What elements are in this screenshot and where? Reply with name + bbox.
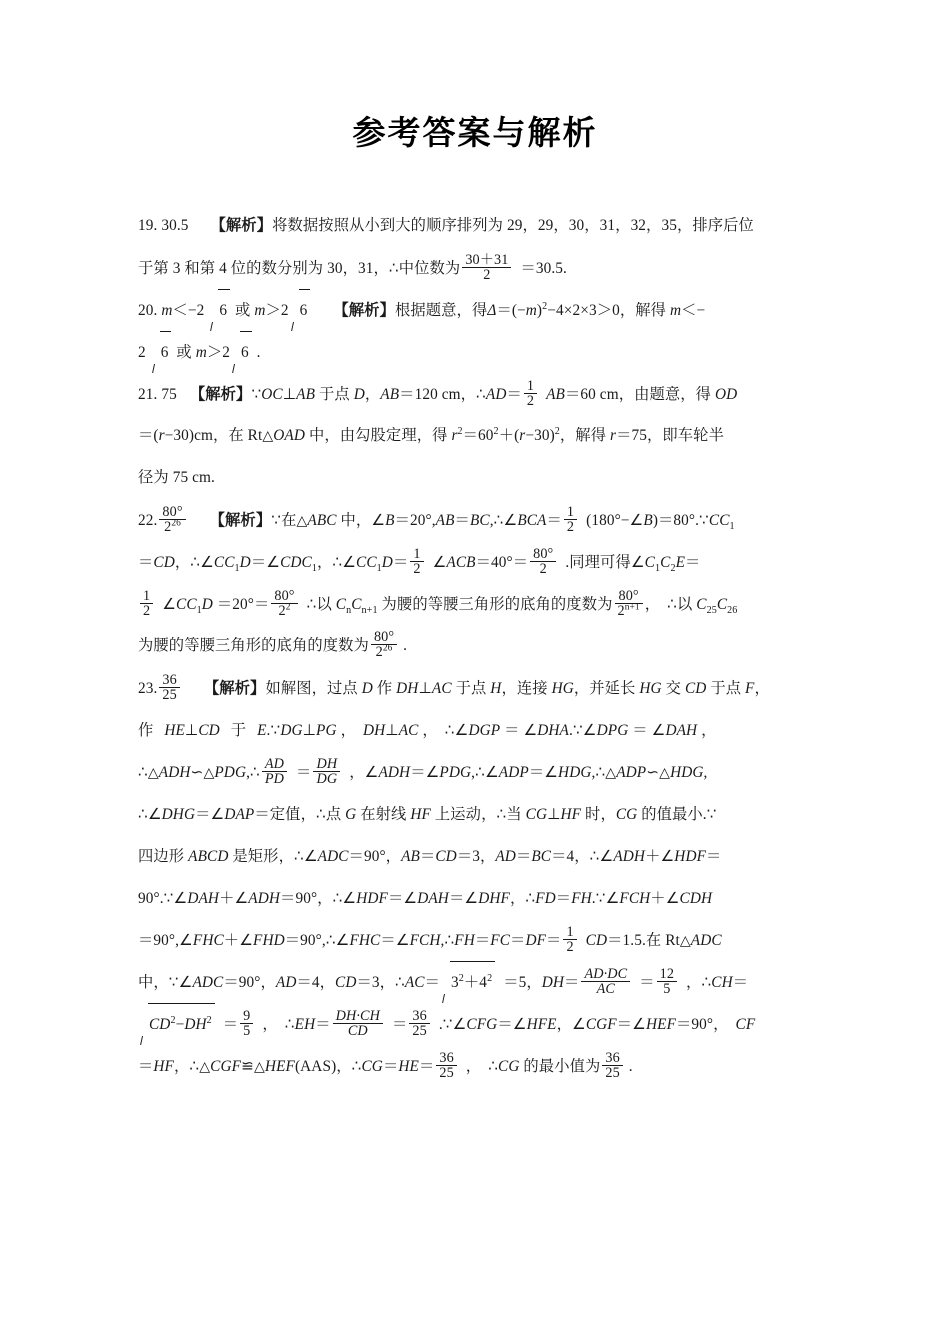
answer-22-line-1: 22. $\frac{80^\circ}{2^{26}}$ 【解析】∵在△ABC 中，∠B＝20°,AB＝BC,∴∠BCA＝ $\frac{1}{2}$ $(180^\circ-\angle B)=80^\circ.\because CC_1$ [138, 503, 735, 536]
answer-22-line-4: 为腰的等腰三角形的底角的度数为 $\frac{80^\circ}{2^{26}}$ . [138, 628, 408, 661]
answer-23-line-1: 23. $\frac{36}{25}$ 【解析】如解图，过点 D 作 DH⊥AC 于点 H，连接 HG，并延长 HG 交 CD 于点 F， [138, 671, 770, 704]
answer-23-line-10: ＝HF，∴△CGF≌△HEF(AAS)，∴CG＝HE＝ $\frac{36}{25}$ ， ∴CG 的最小值为 $\frac{36}{25}$ . [138, 1049, 633, 1082]
answer-21-line-1: 21. 75 【解析】∵OC⊥AB 于点 D，AB＝120 cm，∴AD＝ $\frac{1}{2}$ AB＝60 cm，由题意，得 OD [138, 377, 738, 410]
answer-23-line-6: 90°.∵∠DAH＋∠ADH＝90°，∴∠HDF＝∠DAH＝∠DHF，∴FD＝FH.∵∠FCH＋∠CDH [138, 889, 713, 907]
answer-19-line-1: 19. 30.5 【解析】将数据按照从小到大的顺序排列为 29，29，30，31，32，35，排序后位 [138, 217, 754, 234]
answer-23-line-5: 四边形 ABCD 是矩形，∴∠ADC＝90°，AB＝CD＝3，AD＝BC＝4，∴∠ADH＋∠HDF＝ [138, 847, 722, 865]
answer-23-line-2: 作 HE⊥CD 于 E.∵DG⊥PG ， DH⊥AC ， ∴∠DGP ＝ ∠DHA.∵∠DPG ＝ ∠DAH ， [138, 721, 717, 739]
answer-21-line-2: ＝(r−30)cm，在 Rt△OAD 中，由勾股定理，得 $r^2=60^2+(r-30)^2$，解得 r＝75，即车轮半 [138, 425, 724, 444]
answer-23-line-3: ∴△ADH∽△PDG,∴ $\frac{AD}{PD}$ ＝ $\frac{DH}{DG}$ ，∠ADH＝∠PDG,∴∠ADP＝∠HDG,∴△ADP∽△HDG, [138, 755, 708, 788]
answer-23-line-7: ＝90°,∠FHC＋∠FHD＝90°,∴∠FHC＝∠FCH,∴FH＝FC＝DF＝ $\frac{1}{2}$ CD＝1.5.在 Rt△ADC [138, 923, 722, 956]
answer-23-line-4: ∴∠DHG＝∠DAP＝定值，∴点 G 在射线 HF 上运动，∴当 CG⊥HF 时，CG 的值最小.∵ [138, 805, 717, 823]
page-title: 参考答案与解析 [352, 113, 598, 152]
answer-23-line-9: $CD^2-DH^2$ ＝ $\frac{9}{5}$ ， ∴EH＝ $\frac{DH\cdot CH}{CD}$ ＝ $\frac{36}{25}$ .∵∠CFG＝∠HFE，∠CGF＝∠HEF＝90°， CF [138, 1003, 814, 1045]
answer-20-line-1: 20. m＜−2 6 或 m＞2 6 【解析】根据题意，得$\Delta=(-m)^2-4\times 2\times 3>0$，解得 m＜− [138, 289, 814, 331]
answer-22-line-2: ＝CD，$\therefore\angle CC_1D=\angle CDC_1$，$\therefore\angle CC_1D=$ $\frac{1}{2}$ ∠ACB＝40°＝ $\frac{80^\circ}{2}$ .同理可得$\angle C_1C_2E=$ [138, 545, 701, 578]
answer-23-line-8: 中，∵∠ADC＝90°，AD＝4，CD＝3，∴AC＝ $3^2+4^2 =5$，DH＝ $\frac{AD\cdot DC}{AC}$ ＝ $\frac{12}{5}$ ，∴CH＝ [138, 961, 814, 1003]
answer-21-line-3: 径为 75 cm. [138, 469, 215, 486]
answer-20-line-2: 2 6 或 m＞2 6 . [138, 331, 814, 373]
answer-22-line-3: $\frac{1}{2}$ $\angle CC_1D =20^\circ=$ $\frac{80^\circ}{2^2}$ ∴以 $C_nC_{n+1}$ 为腰的等腰三角形的底角的度数为 $\frac{80^\circ}{2^{n+1}}$ ， ∴以 $C_{25}C_{26}$ [138, 583, 814, 625]
answer-19-line-2: 于第 3 和第 4 位的数分别为 30，31，∴中位数为 $\frac{30+31}{2}$ ＝30.5. [138, 251, 567, 284]
answers-body [138, 205, 814, 1087]
